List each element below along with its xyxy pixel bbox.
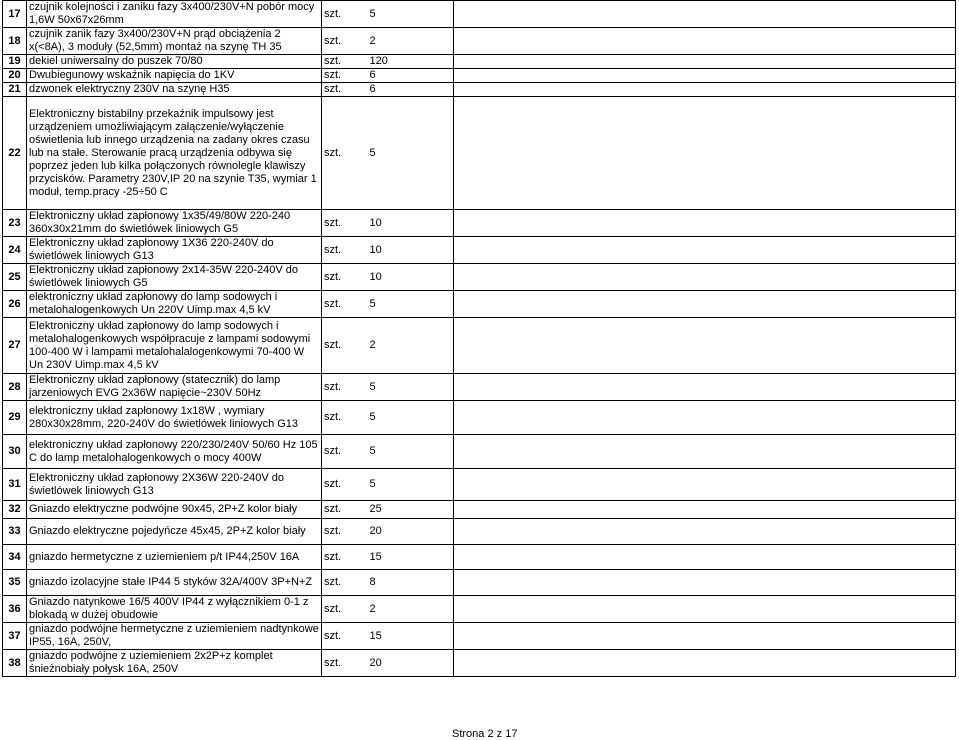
quantity-cell: 8 — [364, 570, 454, 596]
unit-cell: szt. — [322, 401, 364, 435]
row-number: 22 — [3, 97, 27, 210]
quantity-cell: 2 — [364, 28, 454, 55]
quantity-cell: 5 — [364, 374, 454, 401]
item-description: dekiel uniwersalny do puszek 70/80 — [27, 55, 322, 69]
unit-cell: szt. — [322, 435, 364, 469]
empty-cell — [454, 1, 956, 28]
unit-cell: szt. — [322, 69, 364, 83]
unit-cell: szt. — [322, 264, 364, 291]
item-description: Gniazdo elektryczne pojedyńcze 45x45, 2P+Z kolor biały — [27, 519, 322, 545]
unit-cell: szt. — [322, 469, 364, 501]
row-number: 28 — [3, 374, 27, 401]
item-description: dzwonek elektryczny 230V na szynę H35 — [27, 83, 322, 97]
item-description: Elektroniczny układ zapłonowy 2X36W 220-240V do świetlówek liniowych G13 — [27, 469, 322, 501]
quantity-cell: 2 — [364, 318, 454, 374]
unit-cell: szt. — [322, 97, 364, 210]
empty-cell — [454, 97, 956, 210]
table-row — [3, 545, 956, 570]
item-description: elektroniczny układ zapłonowy 220/230/240V 50/60 Hz 105 C do lamp metalohalogenkowych o mocy 400W — [27, 435, 322, 469]
row-number: 17 — [3, 1, 27, 28]
empty-cell — [454, 650, 956, 677]
item-description: czujnik zanik fazy 3x400/230V+N prąd obciążenia 2 x(<8A), 3 moduły (52,5mm) montaż na szynę TH 35 — [27, 28, 322, 55]
row-number: 27 — [3, 318, 27, 374]
quantity-cell: 5 — [364, 97, 454, 210]
empty-cell — [454, 374, 956, 401]
row-number: 34 — [3, 545, 27, 570]
table-row — [3, 83, 956, 97]
item-description: Elektroniczny układ zapłonowy 2x14-35W 220-240V do świetlówek liniowych G5 — [27, 264, 322, 291]
unit-cell: szt. — [322, 596, 364, 623]
unit-cell: szt. — [322, 650, 364, 677]
row-number: 36 — [3, 596, 27, 623]
row-number: 23 — [3, 210, 27, 237]
materials-table — [2, 0, 956, 677]
table-row — [3, 519, 956, 545]
row-number: 21 — [3, 83, 27, 97]
empty-cell — [454, 469, 956, 501]
row-number: 33 — [3, 519, 27, 545]
empty-cell — [454, 318, 956, 374]
unit-cell: szt. — [322, 237, 364, 264]
item-description: czujnik kolejności i zaniku fazy 3x400/230V+N pobór mocy 1,6W 50x67x26mm — [27, 1, 322, 28]
row-number: 24 — [3, 237, 27, 264]
empty-cell — [454, 570, 956, 596]
table-row — [3, 291, 956, 318]
unit-cell: szt. — [322, 55, 364, 69]
quantity-cell: 5 — [364, 401, 454, 435]
empty-cell — [454, 519, 956, 545]
row-number: 37 — [3, 623, 27, 650]
row-number: 25 — [3, 264, 27, 291]
item-description: elektroniczny układ zapłonowy do lamp sodowych i metalohalogenkowych Un 220V Uimp.max 4,5 kV — [27, 291, 322, 318]
empty-cell — [454, 401, 956, 435]
table-row — [3, 374, 956, 401]
unit-cell: szt. — [322, 501, 364, 519]
item-description: gniazdo izolacyjne stałe IP44 5 styków 32A/400V 3P+N+Z — [27, 570, 322, 596]
unit-cell: szt. — [322, 210, 364, 237]
table-row — [3, 623, 956, 650]
table-row — [3, 237, 956, 264]
item-description: Elektroniczny bistabilny przekaźnik impulsowy jest urządzeniem umożliwiającym załączenie/wyłączenie oświetlenia lub innego urządzenia na zadany okres czasu lub na stałe. Sterowanie pracą urządzenia odbywa się poprzez jeden lub kilka połączonych równolegle klawiszy przycisków. Parametry 230V,IP 20 na szynie T35, wymiar 1 moduł, temp.pracy -25÷50 C — [27, 97, 322, 210]
table-row — [3, 318, 956, 374]
table-row — [3, 650, 956, 677]
quantity-cell: 10 — [364, 210, 454, 237]
table-row — [3, 1, 956, 28]
table-row — [3, 55, 956, 69]
item-description: gniazdo podwójne z uziemieniem 2x2P+z komplet śnieżnobiały połysk 16A, 250V — [27, 650, 322, 677]
item-description: Gniazdo elektryczne podwójne 90x45, 2P+Z kolor biały — [27, 501, 322, 519]
row-number: 19 — [3, 55, 27, 69]
row-number: 35 — [3, 570, 27, 596]
quantity-cell: 5 — [364, 1, 454, 28]
item-description: Dwubiegunowy wskaźnik napięcia do 1KV — [27, 69, 322, 83]
quantity-cell: 6 — [364, 83, 454, 97]
quantity-cell: 6 — [364, 69, 454, 83]
quantity-cell: 5 — [364, 469, 454, 501]
item-description: elektroniczny układ zapłonowy 1x18W , wymiary 280x30x28mm, 220-240V do świetlówek liniowych G13 — [27, 401, 322, 435]
item-description: Elektroniczny układ zapłonowy do lamp sodowych i metalohalogenkowych współpracuje z lampami sodowymi 100-400 W i lampami metalohalalogenkowymi 70-400 W Un 230V Uimp.max 4,5 kV — [27, 318, 322, 374]
row-number: 31 — [3, 469, 27, 501]
row-number: 38 — [3, 650, 27, 677]
quantity-cell: 20 — [364, 519, 454, 545]
empty-cell — [454, 210, 956, 237]
table-row — [3, 210, 956, 237]
unit-cell: szt. — [322, 519, 364, 545]
row-number: 26 — [3, 291, 27, 318]
empty-cell — [454, 435, 956, 469]
table-row — [3, 401, 956, 435]
empty-cell — [454, 501, 956, 519]
item-description: Elektroniczny układ zapłonowy 1X36 220-240V do świetlówek liniowych G13 — [27, 237, 322, 264]
quantity-cell: 10 — [364, 237, 454, 264]
unit-cell: szt. — [322, 318, 364, 374]
unit-cell: szt. — [322, 28, 364, 55]
unit-cell: szt. — [322, 291, 364, 318]
item-description: Elektroniczny układ zapłonowy (statecznik) do lamp jarzeniowych EVG 2x36W napięcie~230V 50Hz — [27, 374, 322, 401]
row-number: 30 — [3, 435, 27, 469]
empty-cell — [454, 623, 956, 650]
page-footer: Strona 2 z 17 — [452, 728, 518, 740]
empty-cell — [454, 237, 956, 264]
item-description: gniazdo podwójne hermetyczne z uziemieniem nadtynkowe IP55, 16A, 250V, — [27, 623, 322, 650]
quantity-cell: 10 — [364, 264, 454, 291]
empty-cell — [454, 545, 956, 570]
table-row — [3, 28, 956, 55]
table-row — [3, 501, 956, 519]
table-row — [3, 469, 956, 501]
table-row — [3, 97, 956, 210]
unit-cell: szt. — [322, 374, 364, 401]
quantity-cell: 20 — [364, 650, 454, 677]
table-row — [3, 570, 956, 596]
quantity-cell: 5 — [364, 291, 454, 318]
item-description: Elektroniczny układ zapłonowy 1x35/49/80W 220-240 360x30x21mm do świetlówek liniowych G5 — [27, 210, 322, 237]
empty-cell — [454, 264, 956, 291]
empty-cell — [454, 55, 956, 69]
table-row — [3, 69, 956, 83]
unit-cell: szt. — [322, 545, 364, 570]
table-row — [3, 596, 956, 623]
quantity-cell: 5 — [364, 435, 454, 469]
quantity-cell: 120 — [364, 55, 454, 69]
quantity-cell: 15 — [364, 545, 454, 570]
item-description: Gniazdo natynkowe 16/5 400V IP44 z wyłącznikiem 0-1 z blokadą w dużej obudowie — [27, 596, 322, 623]
quantity-cell: 2 — [364, 596, 454, 623]
empty-cell — [454, 596, 956, 623]
table-body — [3, 1, 956, 677]
unit-cell: szt. — [322, 83, 364, 97]
unit-cell: szt. — [322, 623, 364, 650]
unit-cell: szt. — [322, 570, 364, 596]
table-row — [3, 264, 956, 291]
empty-cell — [454, 69, 956, 83]
empty-cell — [454, 83, 956, 97]
quantity-cell: 25 — [364, 501, 454, 519]
row-number: 20 — [3, 69, 27, 83]
unit-cell: szt. — [322, 1, 364, 28]
empty-cell — [454, 291, 956, 318]
row-number: 32 — [3, 501, 27, 519]
item-description: gniazdo hermetyczne z uziemieniem p/t IP44,250V 16A — [27, 545, 322, 570]
table-row — [3, 435, 956, 469]
row-number: 29 — [3, 401, 27, 435]
row-number: 18 — [3, 28, 27, 55]
empty-cell — [454, 28, 956, 55]
quantity-cell: 15 — [364, 623, 454, 650]
